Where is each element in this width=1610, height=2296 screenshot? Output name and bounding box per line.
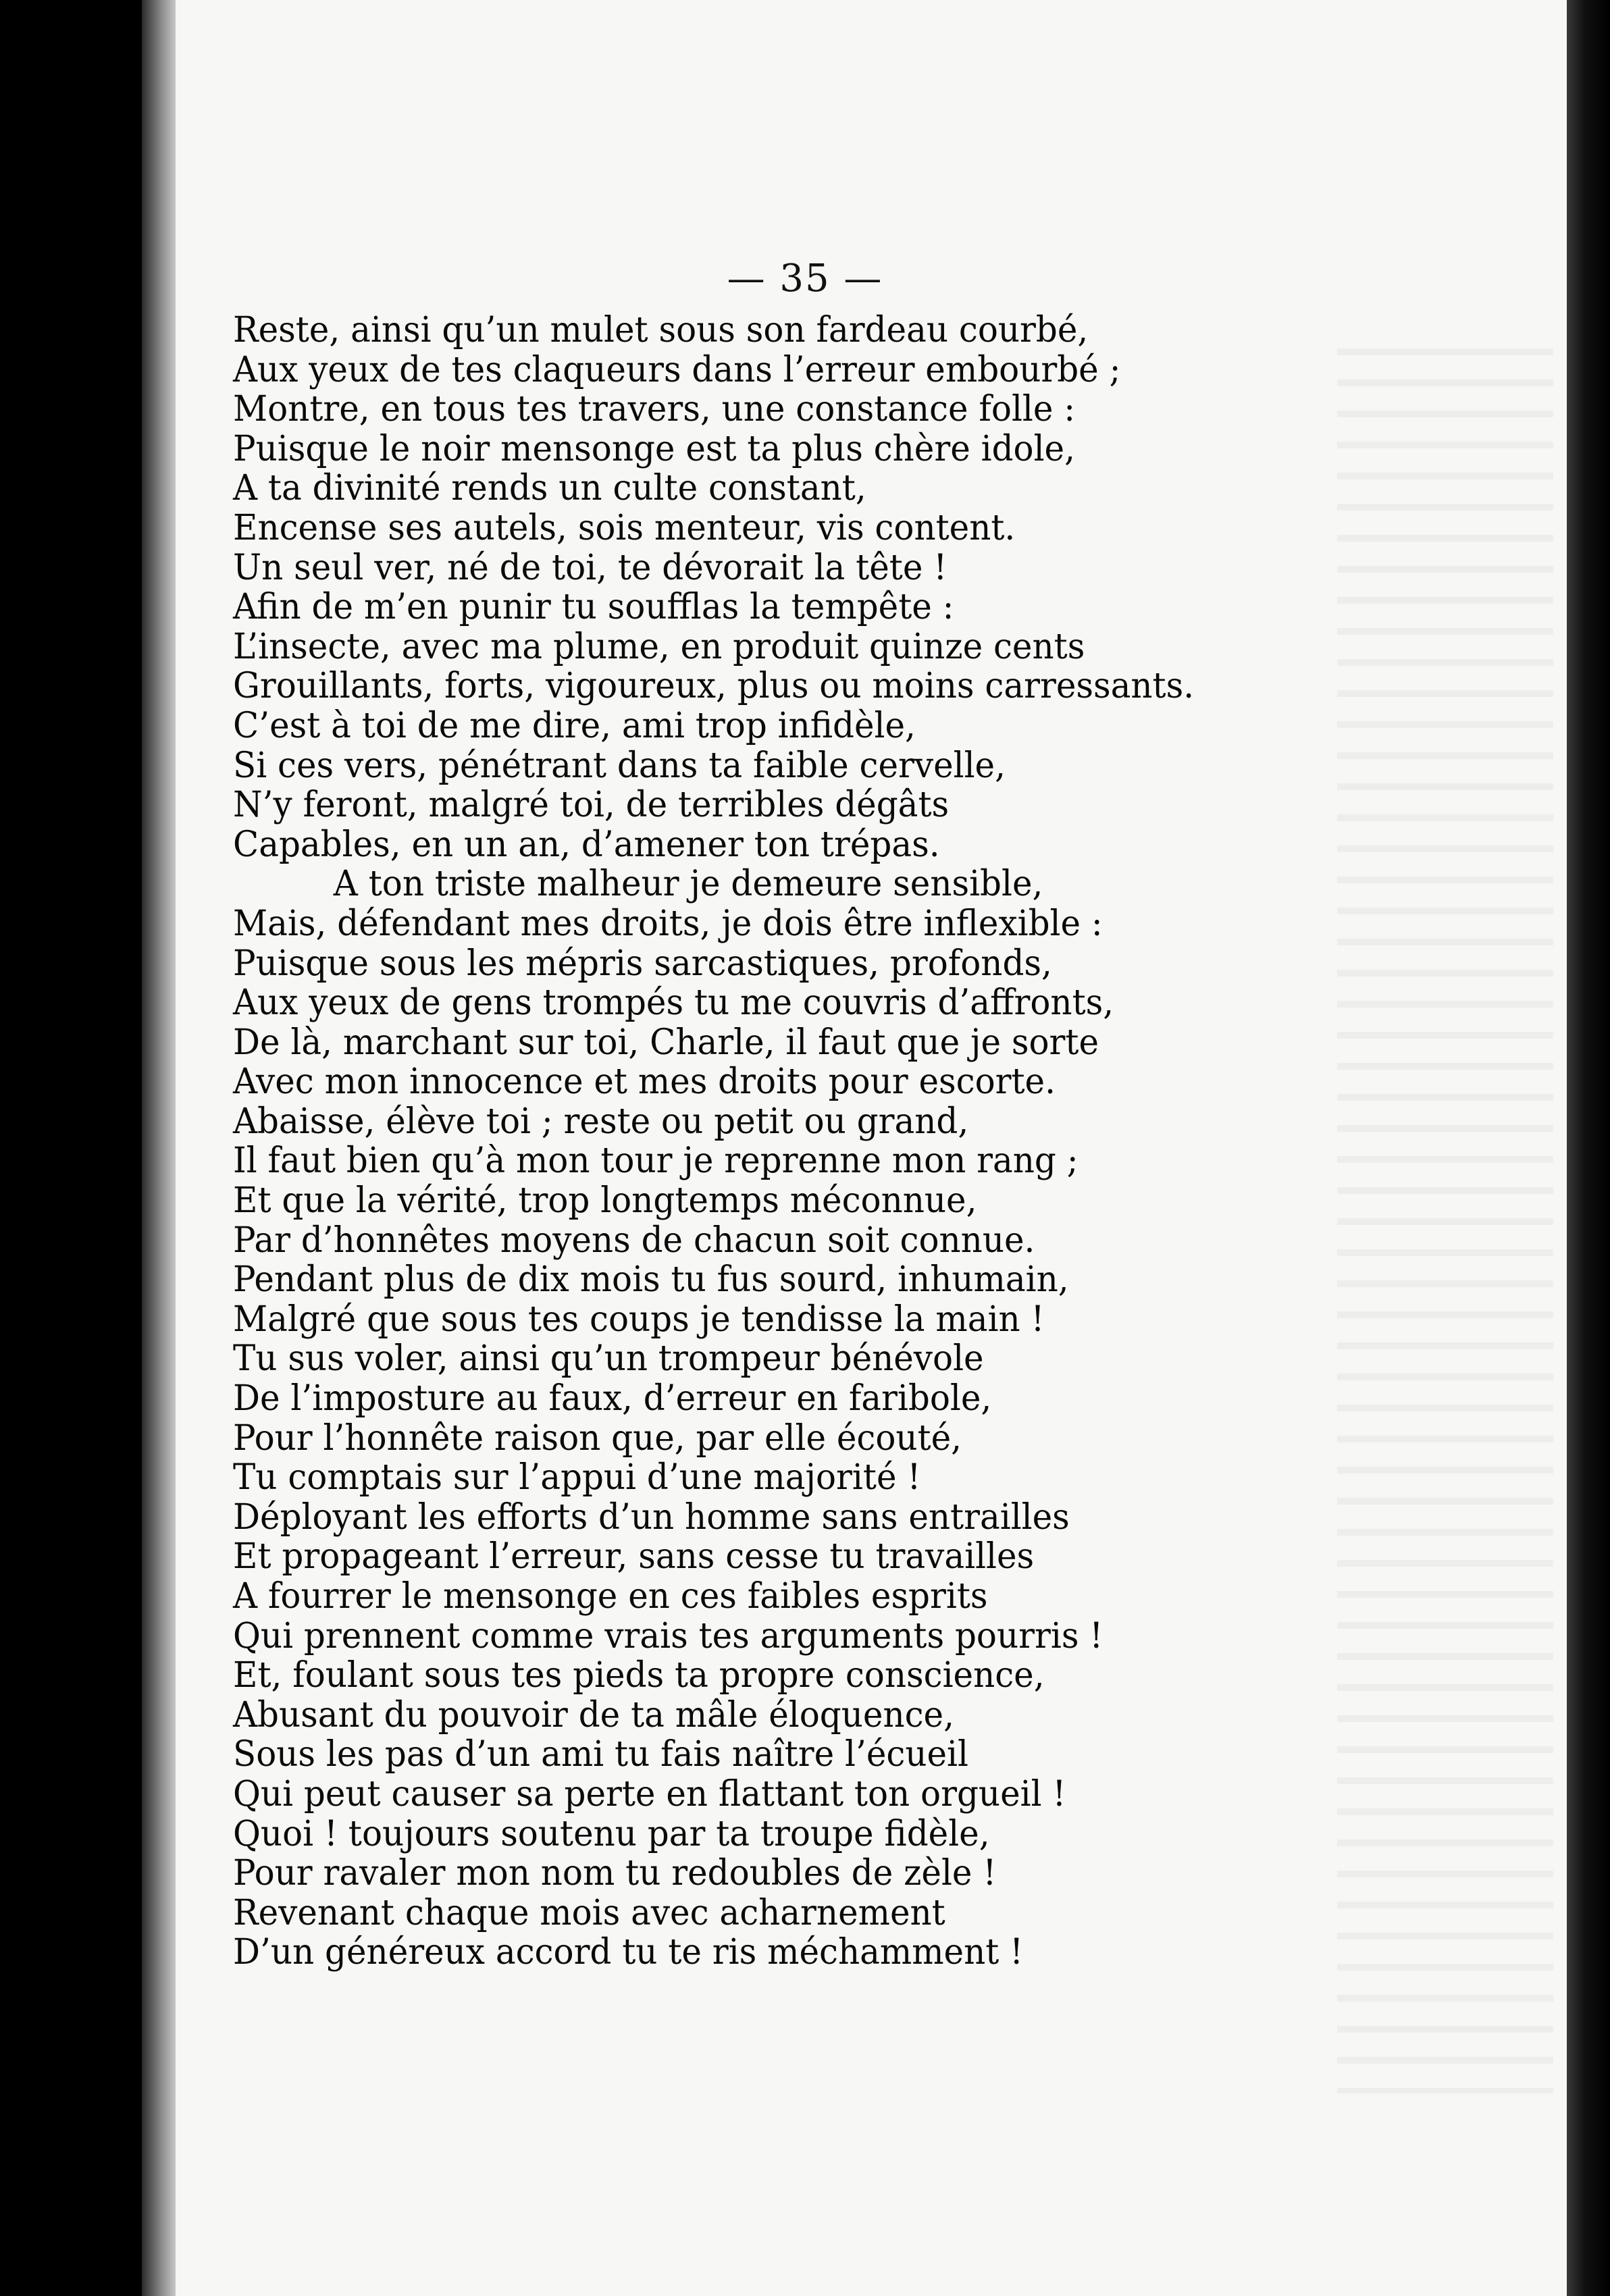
poem-line: Aux yeux de gens trompés tu me couvris d’affronts, <box>233 983 1114 1024</box>
poem-line: Si ces vers, pénétrant dans ta faible cervelle, <box>233 745 1006 786</box>
poem-line: Mais, défendant mes droits, je dois être inflexible : <box>233 903 1103 944</box>
poem-line: D’un généreux accord tu te ris méchamment ! <box>233 1932 1024 1973</box>
poem-line: Quoi ! toujours soutenu par ta troupe fidèle, <box>233 1813 990 1854</box>
poem-line: Par d’honnêtes moyens de chacun soit connue. <box>233 1220 1035 1261</box>
poem-line: Aux yeux de tes claqueurs dans l’erreur embourbé ; <box>233 349 1121 390</box>
poem-text <box>233 311 1327 1973</box>
poem-line: Et propageant l’erreur, sans cesse tu travailles <box>233 1536 1035 1577</box>
poem-line: N’y feront, malgré toi, de terribles dégâts <box>233 785 950 826</box>
poem-line: Pour ravaler mon nom tu redoubles de zèle ! <box>233 1853 997 1894</box>
poem-line: Il faut bien qu’à mon tour je reprenne mon rang ; <box>233 1141 1079 1182</box>
poem-line: Avec mon innocence et mes droits pour escorte. <box>233 1062 1056 1103</box>
poem-line: Malgré que sous tes coups je tendisse la main ! <box>233 1299 1045 1340</box>
poem-line: Et, foulant sous tes pieds ta propre conscience, <box>233 1655 1045 1696</box>
poem-line: L’insecte, avec ma plume, en produit quinze cents <box>233 626 1085 667</box>
poem-line: Encense ses autels, sois menteur, vis content. <box>233 507 1016 548</box>
poem-line: Qui prennent comme vrais tes arguments pourris ! <box>233 1615 1103 1656</box>
page-number: — 35 — <box>727 257 883 301</box>
poem-line: Pendant plus de dix mois tu fus sourd, inhumain, <box>233 1259 1069 1301</box>
poem-line: Puisque le noir mensonge est ta plus chère idole, <box>233 428 1075 469</box>
poem-line: Revenant chaque mois avec acharnement <box>233 1892 945 1933</box>
poem-line: Abusant du pouvoir de ta mâle éloquence, <box>233 1694 954 1736</box>
poem-line: C’est à toi de me dire, ami trop infidèle, <box>233 705 916 746</box>
poem-line: A ton triste malheur je demeure sensible, <box>333 864 1043 905</box>
poem-line: Sous les pas d’un ami tu fais naître l’écueil <box>233 1734 968 1775</box>
poem-line: A fourrer le mensonge en ces faibles esprits <box>233 1576 988 1617</box>
poem-line: Déployant les efforts d’un homme sans entrailles <box>233 1496 1070 1538</box>
poem-line: Tu comptais sur l’appui d’une majorité ! <box>233 1457 921 1498</box>
poem-line: Tu sus voler, ainsi qu’un trompeur bénévole <box>233 1338 984 1380</box>
poem-line: A ta divinité rends un culte constant, <box>233 468 866 509</box>
poem-line: Montre, en tous tes travers, une constance folle : <box>233 389 1076 430</box>
poem-line: Un seul ver, né de toi, te dévorait la tête ! <box>233 547 947 588</box>
poem-line: De là, marchant sur toi, Charle, il faut que je sorte <box>233 1022 1099 1063</box>
show-through-text <box>1337 324 1553 2093</box>
poem-line: Reste, ainsi qu’un mulet sous son fardeau courbé, <box>233 310 1089 350</box>
poem-line: Qui peut causer sa perte en flattant ton orgueil ! <box>233 1773 1066 1815</box>
poem-line: Afin de m’en punir tu soufflas la tempête : <box>233 587 954 628</box>
poem-line: Grouillants, forts, vigoureux, plus ou moins carressants. <box>233 666 1195 707</box>
poem-line: Pour l’honnête raison que, par elle écouté, <box>233 1417 962 1459</box>
poem-line: Et que la vérité, trop longtemps méconnue, <box>233 1180 977 1222</box>
poem-line: Capables, en un an, d’amener ton trépas. <box>233 824 940 865</box>
poem-line: De l’imposture au faux, d’erreur en faribole, <box>233 1378 992 1419</box>
poem-line: Puisque sous les mépris sarcastiques, profonds, <box>233 943 1052 984</box>
page-right-edge <box>1567 0 1610 2296</box>
poem-line: Abaisse, élève toi ; reste ou petit ou grand, <box>233 1101 969 1142</box>
